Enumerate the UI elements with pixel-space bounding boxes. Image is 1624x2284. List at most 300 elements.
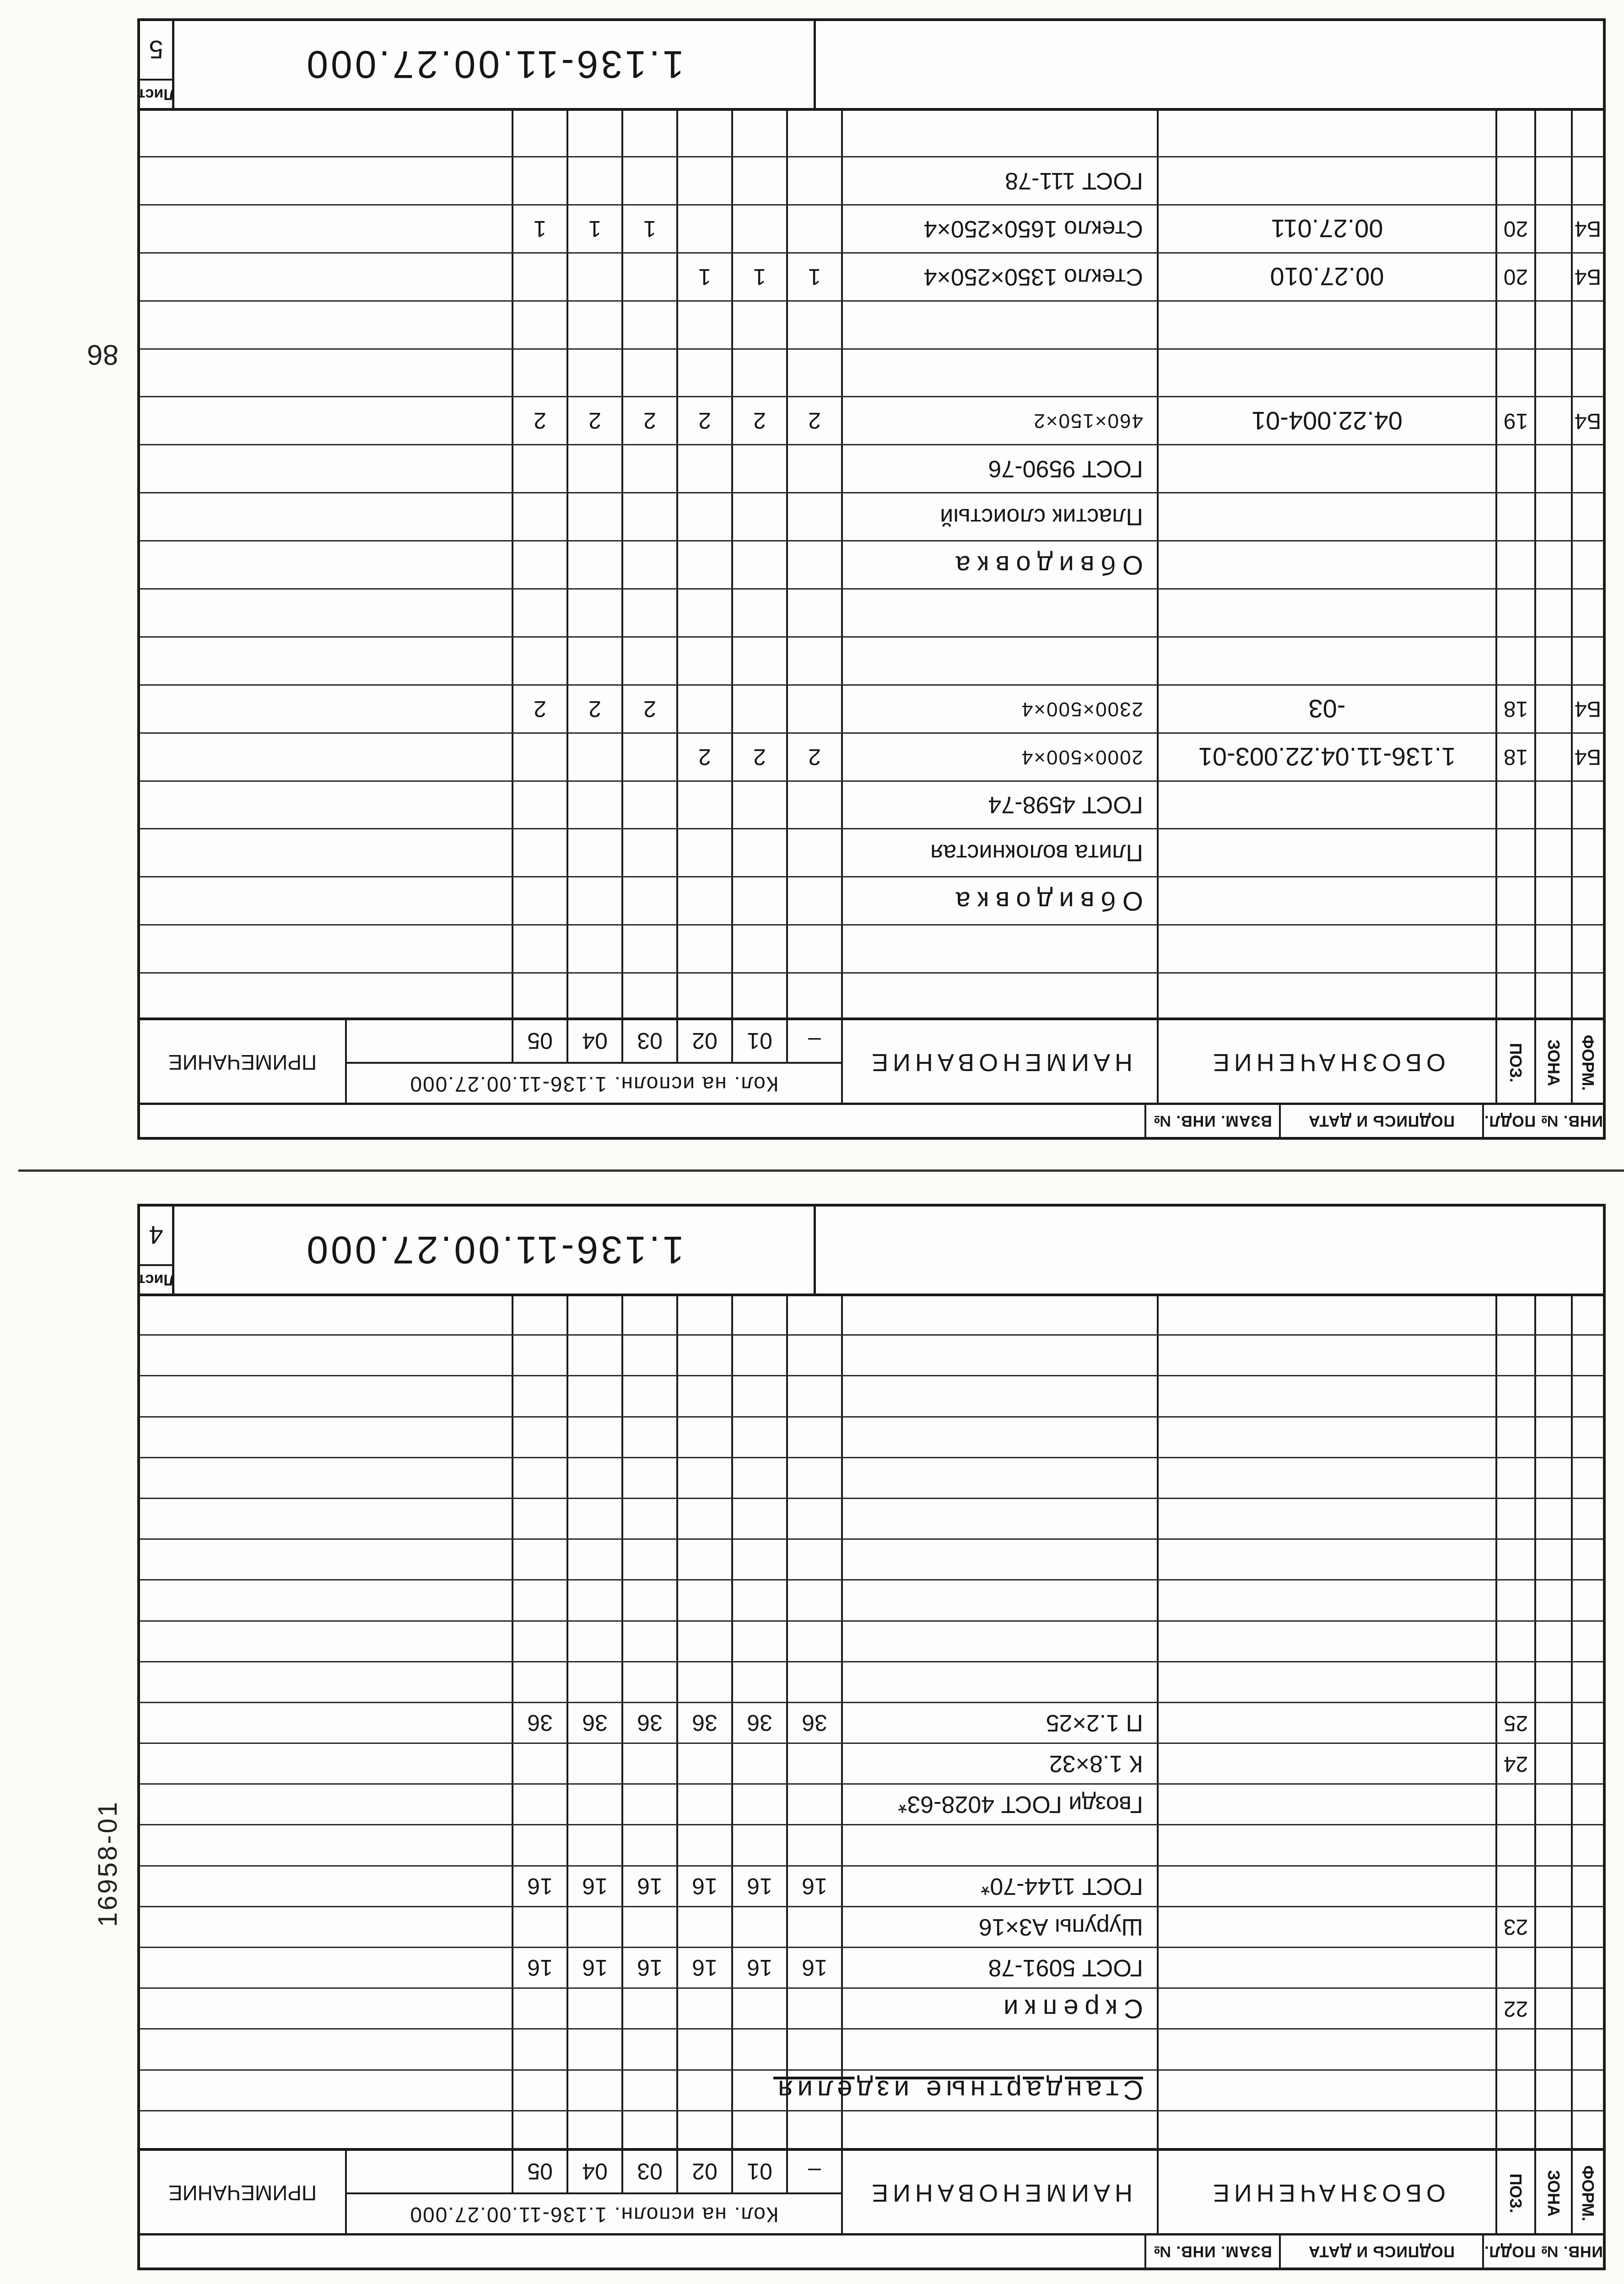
table-row: [140, 684, 1603, 732]
cell-name: 2300×500×4: [841, 686, 1157, 732]
cell-pos: [1495, 829, 1534, 876]
header-qty-col: 01: [731, 1020, 786, 1062]
cell-qty: [512, 302, 567, 348]
cell-designation: 00.27.010: [1157, 254, 1495, 300]
cell-designation: [1157, 1785, 1495, 1824]
cell-note: [140, 2071, 512, 2110]
header-qty-col: –: [786, 2151, 841, 2192]
table-row: [140, 204, 1603, 252]
cell-name: Шурупы А3×16: [841, 1907, 1157, 1947]
cell-qty: [731, 1499, 786, 1538]
cell-pos: [1495, 350, 1534, 396]
cell-qty: [731, 1662, 786, 1702]
cell-zone: [1534, 157, 1571, 204]
cell-format: [1571, 1907, 1603, 1947]
header-format-label: ФОРМ.: [1579, 1034, 1597, 1091]
table-row: [140, 1498, 1603, 1538]
cell-qty: 16: [731, 1948, 786, 1987]
cell-qty: [567, 493, 621, 540]
cell-name: Плита волокнистая: [841, 829, 1157, 876]
cell-zone: [1534, 974, 1571, 1020]
cell-note: [140, 206, 512, 252]
cell-note: [140, 877, 512, 924]
cell-name: ГОСТ 9590-76: [841, 445, 1157, 492]
cell-designation: [1157, 1418, 1495, 1457]
cell-qty: 36: [731, 1703, 786, 1743]
cell-zone: [1534, 1458, 1571, 1498]
header-qty-col: 05: [512, 2151, 567, 2192]
cell-pos: [1495, 1376, 1534, 1416]
table-row: [140, 1987, 1603, 2028]
cell-note: [140, 157, 512, 204]
cell-note: [140, 1867, 512, 1906]
cell-qty: [786, 2030, 841, 2069]
table-row: [140, 732, 1603, 780]
cell-qty: [621, 590, 676, 636]
cell-qty: [676, 638, 731, 684]
header-format: [1571, 2151, 1603, 2235]
cell-note: [140, 1662, 512, 1702]
header-pos-label: ПОЗ.: [1506, 1043, 1526, 1082]
cell-qty: 36: [621, 1703, 676, 1743]
cell-format: [1571, 1295, 1603, 1334]
header-name: НАИМЕНОВАНИЕ: [841, 2151, 1157, 2235]
column-header-row: [140, 1020, 1603, 1105]
header-pos-label: ПОЗ.: [1506, 2173, 1526, 2213]
sheet-number: 4: [149, 1221, 163, 1250]
cell-qty: [786, 445, 841, 492]
cell-qty: [676, 1499, 731, 1538]
cell-format: [1571, 1989, 1603, 2028]
cell-designation: [1157, 1499, 1495, 1538]
cell-format: [1571, 109, 1603, 156]
table-row: [140, 300, 1603, 348]
cell-zone: [1534, 1744, 1571, 1783]
table-row: [140, 2069, 1603, 2110]
cell-qty: [786, 350, 841, 396]
table-row: [140, 1702, 1603, 1743]
table-row: [140, 444, 1603, 492]
cell-name: Гвозди ГОСТ 4028-63*: [841, 1785, 1157, 1824]
cell-qty: [731, 1826, 786, 1865]
cell-zone: [1534, 2071, 1571, 2110]
cell-qty: [512, 445, 567, 492]
cell-zone: [1534, 1703, 1571, 1743]
cell-qty: [567, 445, 621, 492]
cell-qty: 16: [676, 1948, 731, 1987]
cell-name: [841, 1418, 1157, 1457]
cell-qty: [731, 926, 786, 972]
header-qty-title: Кол. на исполн. 1.136-11.00.27.000: [347, 2192, 841, 2235]
cell-zone: [1534, 1622, 1571, 1661]
stamp-cell-blank: [852, 2235, 1144, 2268]
cell-qty: [621, 926, 676, 972]
cell-qty: [512, 974, 567, 1020]
table-row: [140, 540, 1603, 588]
cell-qty: [731, 2071, 786, 2110]
stamp-cell: ПОДПИСЬ И ДАТА: [1279, 1105, 1482, 1137]
cell-qty: [676, 109, 731, 156]
cell-designation: [1157, 1622, 1495, 1661]
cell-designation: [1157, 2030, 1495, 2069]
table-row: [140, 588, 1603, 636]
cell-qty: [786, 2111, 841, 2151]
cell-qty: 1: [567, 206, 621, 252]
cell-pos: [1495, 782, 1534, 828]
cell-qty: [567, 590, 621, 636]
cell-qty: [512, 590, 567, 636]
cell-qty: [786, 1376, 841, 1416]
cell-name: ГОСТ 5091-78: [841, 1948, 1157, 1987]
cell-qty: [567, 2030, 621, 2069]
cell-qty: [567, 974, 621, 1020]
cell-zone: [1534, 1418, 1571, 1457]
table-row: [140, 876, 1603, 924]
cell-designation: [1157, 1580, 1495, 1620]
cell-qty: 16: [512, 1948, 567, 1987]
cell-qty: [567, 829, 621, 876]
cell-name: 2000×500×4: [841, 734, 1157, 780]
cell-note: [140, 686, 512, 732]
cell-qty: [567, 1336, 621, 1375]
cell-designation: [1157, 2071, 1495, 2110]
table-row: [140, 1947, 1603, 1987]
cell-name: [841, 1540, 1157, 1579]
cell-qty: [512, 1295, 567, 1334]
cell-designation: 1.136-11.04.22.003-01: [1157, 734, 1495, 780]
cell-qty: [512, 1540, 567, 1579]
table-row: [140, 1579, 1603, 1620]
header-qty-col: 03: [621, 2151, 676, 2192]
stamp-cell-blank: [852, 1105, 1144, 1137]
cell-zone: [1534, 686, 1571, 732]
cell-qty: [786, 206, 841, 252]
cell-designation: [1157, 638, 1495, 684]
approval-stamp-strip: [140, 1103, 1603, 1137]
cell-zone: [1534, 1376, 1571, 1416]
cell-qty: [786, 2071, 841, 2110]
cell-designation: [1157, 1336, 1495, 1375]
cell-qty: 36: [567, 1703, 621, 1743]
cell-note: [140, 1376, 512, 1416]
cell-name: [841, 1499, 1157, 1538]
cell-zone: [1534, 1499, 1571, 1538]
cell-qty: [786, 1907, 841, 1947]
cell-pos: 19: [1495, 397, 1534, 444]
document-code: 1.136-11.00.27.000: [172, 21, 814, 108]
cell-qty: [621, 638, 676, 684]
cell-qty: [512, 1580, 567, 1620]
cell-name: Обвидовка: [841, 877, 1157, 924]
cell-zone: [1534, 590, 1571, 636]
cell-qty: [512, 493, 567, 540]
cell-pos: [1495, 974, 1534, 1020]
header-note: ПРИМЕЧАНИЕ: [168, 2181, 317, 2205]
cell-qty: [731, 157, 786, 204]
cell-note: [140, 1744, 512, 1783]
cell-qty: [676, 1336, 731, 1375]
cell-note: [140, 2030, 512, 2069]
cell-qty: [621, 1580, 676, 1620]
cell-pos: [1495, 109, 1534, 156]
cell-pos: 22: [1495, 1989, 1534, 2028]
cell-qty: [676, 1744, 731, 1783]
cell-name: [841, 1295, 1157, 1334]
cell-zone: [1534, 1295, 1571, 1334]
cell-qty: [621, 1662, 676, 1702]
cell-zone: [1534, 1580, 1571, 1620]
cell-qty: [731, 590, 786, 636]
cell-qty: [567, 1989, 621, 2028]
cell-qty: [676, 1989, 731, 2028]
cell-qty: [512, 1744, 567, 1783]
cell-qty: [567, 1418, 621, 1457]
cell-name: [841, 2111, 1157, 2151]
title-block-blank: [814, 21, 1603, 108]
cell-qty: [567, 1580, 621, 1620]
cell-note: [140, 829, 512, 876]
cell-designation: [1157, 1989, 1495, 2028]
cell-designation: [1157, 493, 1495, 540]
cell-qty: [512, 1662, 567, 1702]
cell-name: Скрепки: [841, 1989, 1157, 2028]
table-row: [140, 1620, 1603, 1661]
cell-qty: [512, 1418, 567, 1457]
table-row: [140, 156, 1603, 204]
cell-pos: [1495, 157, 1534, 204]
cell-zone: [1534, 1785, 1571, 1824]
cell-designation: [1157, 1295, 1495, 1334]
approval-stamp-strip: [140, 2233, 1603, 2268]
header-name: НАИМЕНОВАНИЕ: [841, 1020, 1157, 1105]
header-qty-col: –: [786, 1020, 841, 1062]
cell-name: [841, 302, 1157, 348]
sheet-2: [137, 18, 1606, 1140]
cell-designation: [1157, 1662, 1495, 1702]
cell-designation: [1157, 782, 1495, 828]
cell-qty: [731, 1907, 786, 1947]
cell-designation: [1157, 1867, 1495, 1906]
header-note: ПРИМЕЧАНИЕ: [168, 1050, 317, 1075]
header-qty-title: Кол. на исполн. 1.136-11.00.27.000: [347, 1062, 841, 1105]
cell-name: [841, 1376, 1157, 1416]
cell-qty: [512, 254, 567, 300]
cell-qty: [676, 974, 731, 1020]
cell-qty: [786, 493, 841, 540]
cell-qty: [621, 1826, 676, 1865]
cell-pos: [1495, 2071, 1534, 2110]
cell-zone: [1534, 782, 1571, 828]
table-row: [140, 780, 1603, 828]
cell-qty: [512, 2111, 567, 2151]
cell-qty: [512, 541, 567, 588]
cell-pos: [1495, 1418, 1534, 1457]
cell-pos: [1495, 877, 1534, 924]
cell-qty: [567, 350, 621, 396]
table-row: [140, 1457, 1603, 1498]
cell-qty: [512, 350, 567, 396]
cell-qty: [786, 1458, 841, 1498]
cell-pos: [1495, 1785, 1534, 1824]
cell-zone: [1534, 877, 1571, 924]
cell-qty: 2: [512, 397, 567, 444]
cell-qty: [731, 2030, 786, 2069]
header-qty-col: 05: [512, 1020, 567, 1062]
header-zone-label: ЗОНА: [1544, 1039, 1563, 1086]
cell-qty: [621, 493, 676, 540]
archive-number: 16958-01: [93, 1800, 123, 1927]
cell-qty: 2: [621, 397, 676, 444]
cell-qty: [567, 1458, 621, 1498]
cell-format: [1571, 350, 1603, 396]
cell-qty: [621, 1499, 676, 1538]
sheet-1: [137, 1204, 1606, 2270]
cell-note: [140, 1580, 512, 1620]
cell-pos: [1495, 1580, 1534, 1620]
cell-qty: [567, 926, 621, 972]
cell-zone: [1534, 445, 1571, 492]
cell-qty: [676, 1622, 731, 1661]
cell-qty: [621, 2111, 676, 2151]
cell-pos: [1495, 2111, 1534, 2151]
cell-pos: [1495, 2030, 1534, 2069]
table-row: [140, 2028, 1603, 2069]
cell-zone: [1534, 254, 1571, 300]
cell-zone: [1534, 1907, 1571, 1947]
cell-note: [140, 350, 512, 396]
cell-qty: [512, 1376, 567, 1416]
cell-note: [140, 2111, 512, 2151]
cell-name: К 1.8×32: [841, 1744, 1157, 1783]
stamp-cell: ВЗАМ. ИНВ. №: [1144, 2235, 1279, 2268]
cell-qty: [512, 1622, 567, 1661]
cell-qty: [621, 1785, 676, 1824]
cell-qty: [786, 541, 841, 588]
cell-name: [841, 1580, 1157, 1620]
column-header-row: [140, 2151, 1603, 2235]
cell-zone: [1534, 302, 1571, 348]
cell-qty: [731, 493, 786, 540]
table-row: [140, 1906, 1603, 1947]
header-qty-col: 02: [676, 1020, 731, 1062]
cell-format: [1571, 1540, 1603, 1579]
cell-designation: 00.27.011: [1157, 206, 1495, 252]
cell-qty: 16: [567, 1948, 621, 1987]
cell-qty: [731, 350, 786, 396]
cell-qty: [731, 1540, 786, 1579]
cell-qty: 16: [786, 1948, 841, 1987]
title-block: [137, 21, 1603, 111]
header-qty-group: [345, 1020, 841, 1105]
cell-qty: [676, 926, 731, 972]
cell-name: 460×150×2: [841, 397, 1157, 444]
cell-format: [1571, 1662, 1603, 1702]
cell-qty: 16: [676, 1867, 731, 1906]
cell-qty: [512, 926, 567, 972]
cell-note: [140, 974, 512, 1020]
cell-qty: 36: [786, 1703, 841, 1743]
table-row: [140, 108, 1603, 156]
table-row: [140, 2110, 1603, 2151]
cell-qty: [786, 1989, 841, 2028]
cell-designation: [1157, 1744, 1495, 1783]
cell-format: [1571, 157, 1603, 204]
cell-qty: [621, 1744, 676, 1783]
sheet-number-box: [137, 21, 175, 108]
cell-note: [140, 1989, 512, 2028]
cell-name: [841, 350, 1157, 396]
cell-note: [140, 445, 512, 492]
cell-format: [1571, 1867, 1603, 1906]
table-row: [140, 1375, 1603, 1416]
cell-designation: [1157, 926, 1495, 972]
cell-qty: [786, 302, 841, 348]
cell-note: [140, 1499, 512, 1538]
cell-name: ГОСТ 1144-70*: [841, 1867, 1157, 1906]
cell-qty: [567, 157, 621, 204]
table-row: [140, 1865, 1603, 1906]
spec-rows: [140, 108, 1603, 1020]
cell-qty: [567, 1826, 621, 1865]
cell-format: [1571, 638, 1603, 684]
cell-qty: [621, 2030, 676, 2069]
table-row: [140, 492, 1603, 540]
cell-designation: [1157, 1948, 1495, 1987]
cell-qty: [621, 1540, 676, 1579]
cell-qty: [512, 1336, 567, 1375]
cell-qty: [567, 638, 621, 684]
header-format: [1571, 1020, 1603, 1105]
cell-designation: 04.22.004-01: [1157, 397, 1495, 444]
cell-qty: [786, 877, 841, 924]
cell-qty: 36: [512, 1703, 567, 1743]
cell-note: [140, 1295, 512, 1334]
cell-qty: [512, 1826, 567, 1865]
cell-qty: 2: [621, 686, 676, 732]
cell-qty: [567, 254, 621, 300]
cell-format: [1571, 974, 1603, 1020]
cell-zone: [1534, 1662, 1571, 1702]
table-row: [140, 1334, 1603, 1375]
cell-pos: [1495, 926, 1534, 972]
cell-zone: [1534, 1867, 1571, 1906]
cell-zone: [1534, 1540, 1571, 1579]
cell-qty: [731, 445, 786, 492]
cell-qty: [786, 1540, 841, 1579]
cell-designation: [1157, 445, 1495, 492]
cell-qty: [512, 638, 567, 684]
cell-qty: [731, 1336, 786, 1375]
cell-qty: [786, 1785, 841, 1824]
cell-pos: 20: [1495, 254, 1534, 300]
cell-format: [1571, 1418, 1603, 1457]
cell-format: [1571, 2071, 1603, 2110]
cell-pos: [1495, 1826, 1534, 1865]
header-qty-col: 01: [731, 2151, 786, 2192]
cell-qty: [676, 1295, 731, 1334]
cell-qty: [621, 1336, 676, 1375]
cell-qty: [786, 782, 841, 828]
cell-note: [140, 782, 512, 828]
cell-qty: [621, 877, 676, 924]
cell-pos: [1495, 1948, 1534, 1987]
cell-designation: [1157, 1907, 1495, 1947]
cell-qty: 16: [621, 1948, 676, 1987]
cell-qty: 1: [621, 206, 676, 252]
cell-designation: [1157, 109, 1495, 156]
cell-qty: [676, 157, 731, 204]
header-qty-col: 03: [621, 1020, 676, 1062]
